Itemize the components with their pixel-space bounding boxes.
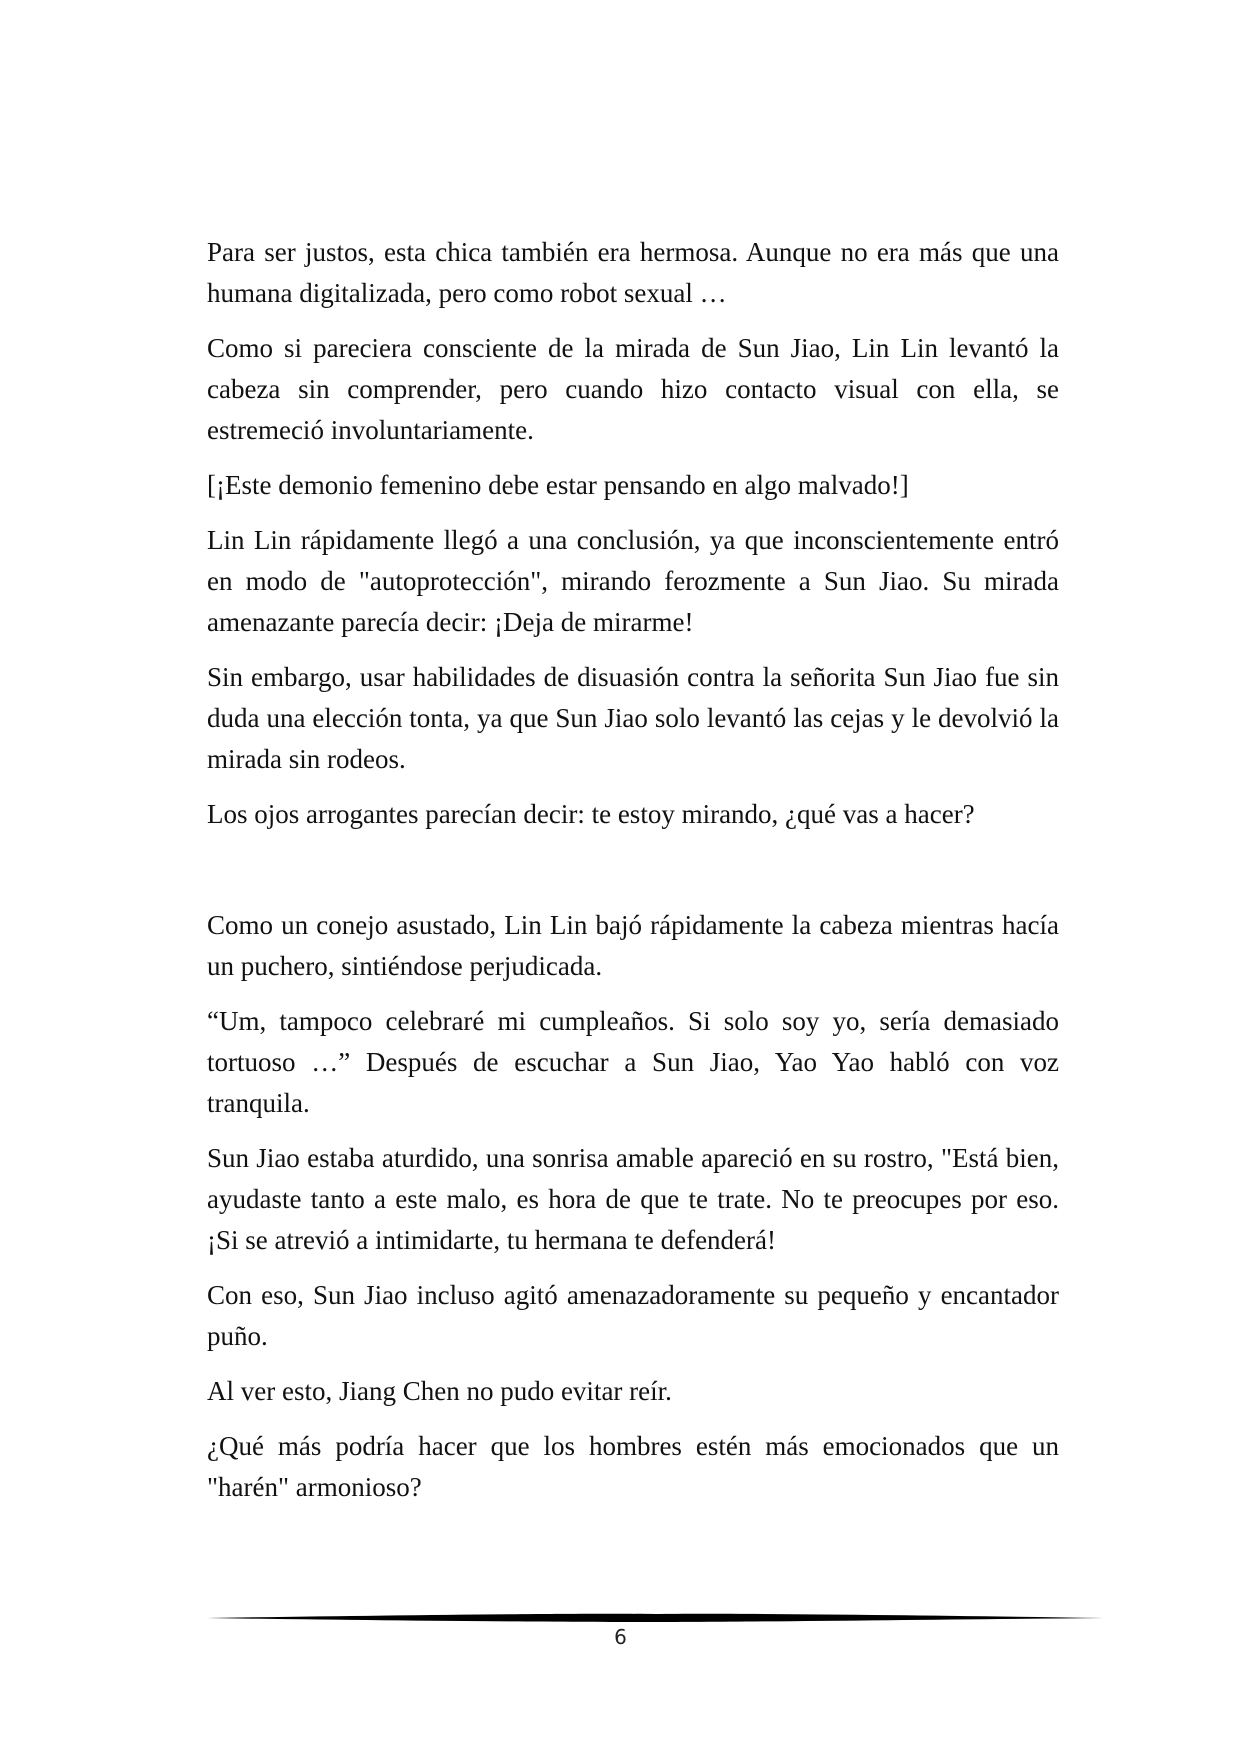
footer-rule bbox=[207, 1611, 1104, 1625]
paragraph: Como si pareciera consciente de la mirada de Sun Jiao, Lin Lin levantó la cabeza sin comprender, pero cuando hizo contacto visual con ella, se estremeció involuntariamente. bbox=[207, 333, 1059, 445]
page-body bbox=[207, 232, 1059, 1522]
paragraph: Lin Lin rápidamente llegó a una conclusión, ya que inconscientemente entró en modo de "autoprotección", mirando ferozmente a Sun Jiao. Su mirada amenazante parecía decir: ¡Deja de mirarme! bbox=[207, 525, 1059, 637]
paragraph: Como un conejo asustado, Lin Lin bajó rápidamente la cabeza mientras hacía un puchero, sintiéndose perjudicada. bbox=[207, 910, 1059, 981]
paragraph: Con eso, Sun Jiao incluso agitó amenazadoramente su pequeño y encantador puño. bbox=[207, 1280, 1059, 1351]
paragraph: Para ser justos, esta chica también era hermosa. Aunque no era más que una humana digitalizada, pero como robot sexual … bbox=[207, 237, 1059, 308]
paragraph: Sin embargo, usar habilidades de disuasión contra la señorita Sun Jiao fue sin duda una elección tonta, ya que Sun Jiao solo levantó las cejas y le devolvió la mirada sin rodeos. bbox=[207, 662, 1059, 774]
paragraph: Los ojos arrogantes parecían decir: te estoy mirando, ¿qué vas a hacer? bbox=[207, 799, 975, 829]
paragraph: Sun Jiao estaba aturdido, una sonrisa amable apareció en su rostro, "Está bien, ayudaste tanto a este malo, es hora de que te trate. No te preocupes por eso. ¡Si se atrevió a intimidarte, tu hermana te defenderá! bbox=[207, 1143, 1059, 1255]
paragraph: [¡Este demonio femenino debe estar pensando en algo malvado!] bbox=[207, 470, 909, 500]
paragraph: “Um, tampoco celebraré mi cumpleaños. Si solo soy yo, sería demasiado tortuoso …” Después de escuchar a Sun Jiao, Yao Yao habló con voz tranquila. bbox=[207, 1006, 1059, 1118]
page-number: 6 bbox=[614, 1625, 627, 1649]
paragraph: ¿Qué más podría hacer que los hombres estén más emocionados que un "harén" armonioso? bbox=[207, 1431, 1059, 1502]
scene-break bbox=[207, 849, 1059, 905]
paragraph: Al ver esto, Jiang Chen no pudo evitar reír. bbox=[207, 1376, 672, 1406]
